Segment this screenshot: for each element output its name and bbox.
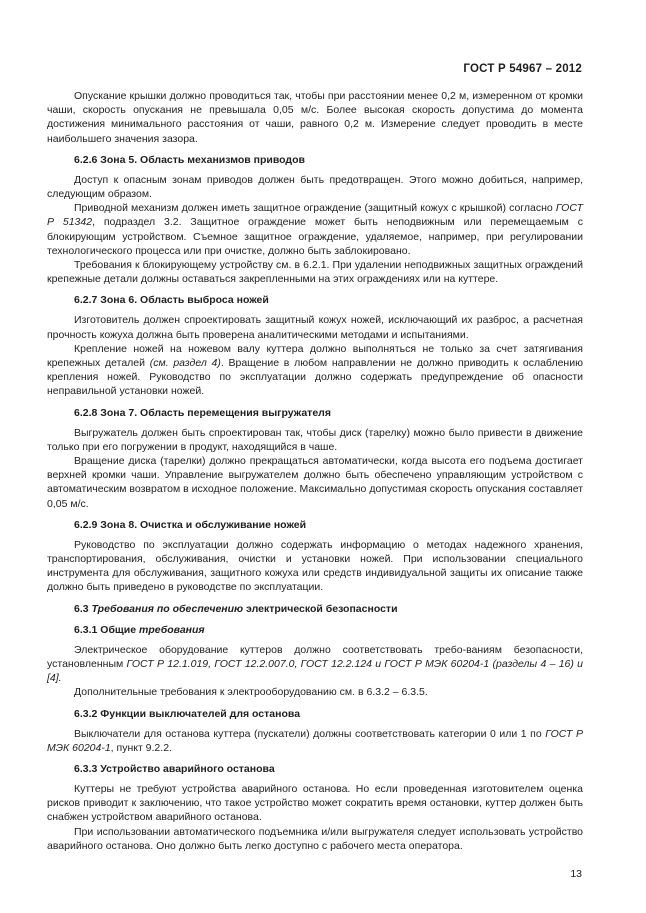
standard-reference: ГОСТ Р МЭК 60204-1: [47, 727, 583, 754]
paragraph-6-2-7-2: Крепление ножей на ножевом валу куттера должно выполняться не только за счет затягивания крепежных деталей (см. раздел 4). Вращение в любом направлении не должно приводить к ослаблению крепления ножей. Руководство по эксплуатации должно содержать предупреждение об опасности неправильной установки ножей.: [47, 342, 583, 398]
page-number: 13: [570, 868, 582, 880]
paragraph-6-3-2-1: Выключатели для останова куттера (пускатели) должны соответствовать категории 0 или 1 по ГОСТ Р МЭК 60204-1, пункт 9.2.2.: [47, 727, 583, 754]
section-heading-6-3: 6.3 Требования по обеспечению электрической безопасности: [74, 602, 398, 615]
paragraph-intro: Опускание крышки должно проводиться так, чтобы при расстоянии менее 0,2 м, измеренном от кромки чаши, скорость опускания не превышала 0,05 м/с. Более высокая скорость допустима до момента достижения минимального расстояния от чаши, равного 0,2 м. Измерение следует проводить в месте наибольшего значения зазора.: [47, 90, 583, 145]
paragraph-6-2-6-1: Доступ к опасным зонам приводов должен быть предотвращен. Этого можно добиться, например, следующим образом.: [47, 173, 583, 201]
standards-reference-list: ГОСТ Р 12.1.019, ГОСТ 12.2.007.0, ГОСТ 12.2.124 и ГОСТ Р МЭК 60204-1 (разделы 4 – 16) и [4].: [47, 657, 583, 685]
section-heading-6-2-6: 6.2.6 Зона 5. Область механизмов приводов: [74, 153, 305, 166]
document-id-header: ГОСТ Р 54967 – 2012: [463, 63, 582, 75]
paragraph-6-3-1-1: Электрическое оборудование куттеров должно соответствовать требо-ваниям безопасности, установленным ГОСТ Р 12.1.019, ГОСТ 12.2.007.0, ГОСТ 12.2.124 и ГОСТ Р МЭК 60204-1 (разделы 4 – 16) и [4].: [47, 643, 583, 685]
paragraph-6-2-6-2: Приводной механизм должен иметь защитное ограждение (защитный кожух с крышкой) согласно ГОСТ Р 51342, подраздел 3.2. Защитное ограждение может быть неподвижным или перемещаемым с блокирующим устройством. Съемное защитное ограждение, удаляемое, например, при регулировании технологического процесса или при очистке, должно быть заблокировано.: [47, 202, 583, 257]
paragraph-6-2-7-1: Изготовитель должен спроектировать защитный кожух ножей, исключающий их разброс, а расчетная прочность кожуха должна быть проверена аналитическими методами и испытаниями.: [47, 314, 583, 341]
paragraph-6-2-9-1: Руководство по эксплуатации должно содержать информацию о методах надежного хранения, транспортирования, обслуживания, очистки и установки ножей. При использовании специального инструмента для обслуживания, защитного кожуха или средств индивидуальной защиты их описание также должно быть приведено в руководстве по эксплуатации.: [47, 538, 583, 594]
paragraph-6-2-6-3: Требования к блокирующему устройству см. в 6.2.1. При удалении неподвижных защитных ограждений крепежные детали должны оставаться закрепленными на этих ограждениях или на куттере.: [47, 259, 583, 286]
section-heading-6-3-2: 6.3.2 Функции выключателей для останова: [74, 707, 301, 720]
paragraph-6-2-8-2: Вращение диска (тарелки) должно прекращаться автоматически, когда высота его подъема достигает верхней кромки чаши. Управление выгружателем должно быть обеспечено управляющим устройством с автоматическим возвратом в исходное положение. Максимально допустимая скорость опускания составляет 0,05 м/с.: [47, 455, 583, 510]
section-heading-6-2-9: 6.2.9 Зона 8. Очистка и обслуживание ножей: [74, 518, 307, 531]
paragraph-6-3-1-2: Дополнительные требования к электрооборудованию см. в 6.3.2 – 6.3.5.: [74, 686, 428, 699]
section-heading-6-3-3: 6.3.3 Устройство аварийного останова: [74, 762, 275, 775]
paragraph-6-3-3-1: Куттеры не требуют устройства аварийного останова. Но если проведенная изготовителем оценка рисков приводит к заключению, что такое устройство может сократить время остановки, куттер должен быть снабжен устройством аварийного останова.: [47, 782, 583, 824]
paragraph-6-3-3-2: При использовании автоматического подъемника и/или выгружателя следует использовать устройство аварийного останова. Оно должно быть легко доступно с рабочего места оператора.: [47, 825, 583, 852]
section-reference: (см. раздел 4): [149, 357, 221, 370]
section-heading-6-2-8: 6.2.8 Зона 7. Область перемещения выгружателя: [74, 406, 331, 419]
section-heading-6-3-1: 6.3.1 Общие требования: [74, 623, 205, 636]
section-heading-6-2-7: 6.2.7 Зона 6. Область выброса ножей: [74, 294, 269, 307]
standard-reference: ГОСТ Р 51342: [47, 202, 583, 229]
document-body: [47, 89, 583, 853]
paragraph-6-2-8-1: Выгружатель должен быть спроектирован так, чтобы диск (тарелку) можно было привести в движение только при его погружении в продукт, находящийся в чаше.: [47, 426, 583, 453]
